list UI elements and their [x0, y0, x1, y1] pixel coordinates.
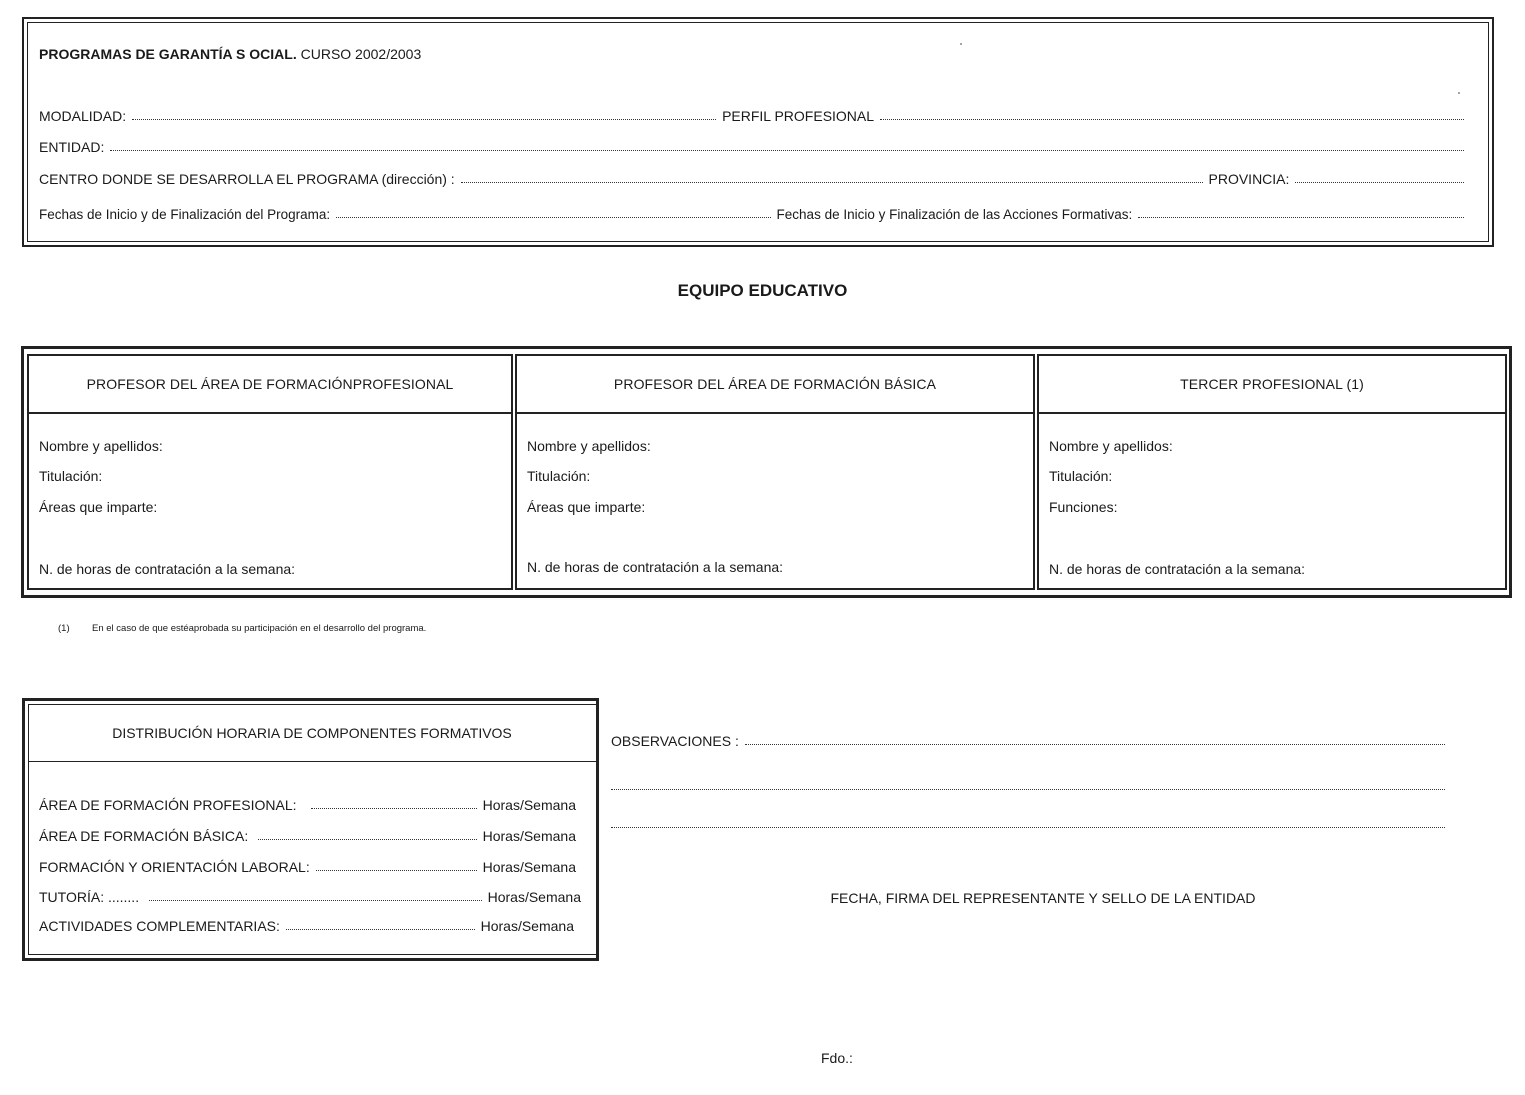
equipo-table: [21, 346, 1512, 598]
titulacion-field[interactable]: Titulación:: [39, 468, 103, 484]
footnote-number: (1): [58, 623, 70, 634]
dist-hours-field[interactable]: [311, 808, 477, 809]
document-title: [39, 46, 421, 62]
provincia-label: PROVINCIA:: [1208, 171, 1290, 187]
scan-speck: [960, 43, 962, 45]
horas-field[interactable]: N. de horas de contratación a la semana:: [39, 561, 296, 577]
titulacion-field[interactable]: Titulación:: [1049, 468, 1113, 484]
firma-caption: FECHA, FIRMA DEL REPRESENTANTE Y SELLO DE LA ENTIDAD: [830, 890, 1256, 906]
dist-row-label: ACTIVIDADES COMPLEMENTARIAS:: [39, 918, 280, 934]
entidad-row: [39, 139, 1470, 155]
distribucion-heading: DISTRIBUCIÓN HORARIA DE COMPONENTES FORMATIVOS: [28, 704, 596, 762]
scan-speck: [1458, 92, 1460, 94]
fechas-acciones-field[interactable]: [1138, 217, 1464, 218]
fechas-acciones-label: Fechas de Inicio y Finalización de las Acciones Formativas:: [776, 207, 1133, 222]
areas-field[interactable]: Áreas que imparte:: [39, 499, 158, 515]
title-bold: PROGRAMAS DE GARANTÍA S OCIAL.: [39, 46, 297, 62]
team-column-tercer-profesional: [1037, 354, 1507, 590]
dist-row-orientacion-laboral: [39, 859, 576, 875]
horas-field[interactable]: N. de horas de contratación a la semana:: [527, 559, 784, 575]
dist-row-formacion-basica: [39, 828, 576, 844]
dist-row-actividades: [39, 918, 574, 934]
dist-unit: Horas/Semana: [480, 918, 574, 934]
nombre-field[interactable]: Nombre y apellidos:: [527, 438, 651, 454]
column-heading: PROFESOR DEL ÁREA DE FORMACIÓNPROFESIONAL: [29, 356, 511, 414]
provincia-field[interactable]: [1295, 182, 1464, 183]
dist-row-label: TUTORÍA: ........: [39, 889, 140, 905]
observaciones-label: OBSERVACIONES :: [611, 733, 739, 749]
observaciones-field-2[interactable]: [611, 789, 1445, 790]
centro-label: CENTRO DONDE SE DESARROLLA EL PROGRAMA (dirección) :: [39, 171, 455, 187]
fdo-label: Fdo.:: [821, 1050, 853, 1066]
title-course: CURSO 2002/2003: [300, 46, 422, 62]
titulacion-field[interactable]: Titulación:: [527, 468, 591, 484]
footnote-text: En el caso de que estéaprobada su participación en el desarrollo del programa.: [92, 623, 427, 634]
observaciones-field-3[interactable]: [611, 827, 1445, 828]
fechas-programa-field[interactable]: [336, 217, 770, 218]
dist-hours-field[interactable]: [258, 839, 476, 840]
dist-hours-field[interactable]: [149, 900, 482, 901]
observaciones-row: [611, 733, 1451, 749]
dist-unit: Horas/Semana: [487, 889, 581, 905]
fechas-programa-label: Fechas de Inicio y de Finalización del Programa:: [39, 207, 331, 222]
dist-row-label: FORMACIÓN Y ORIENTACIÓN LABORAL:: [39, 859, 310, 875]
areas-field[interactable]: Áreas que imparte:: [527, 499, 646, 515]
equipo-educativo-title: EQUIPO EDUCATIVO: [677, 281, 848, 300]
nombre-field[interactable]: Nombre y apellidos:: [1049, 438, 1173, 454]
dist-hours-field[interactable]: [286, 929, 475, 930]
observaciones-line-2: [611, 778, 1451, 794]
dist-row-formacion-profesional: [39, 797, 576, 813]
dist-unit: Horas/Semana: [482, 859, 576, 875]
centro-field[interactable]: [461, 182, 1203, 183]
team-column-formacion-basica: [515, 354, 1035, 590]
perfil-label: PERFIL PROFESIONAL: [722, 108, 875, 124]
dist-row-label: ÁREA DE FORMACIÓN BÁSICA:: [39, 828, 249, 844]
dist-row-tutoria: [39, 889, 581, 905]
modalidad-row: [39, 108, 1470, 124]
nombre-field[interactable]: Nombre y apellidos:: [39, 438, 163, 454]
funciones-field[interactable]: Funciones:: [1049, 499, 1118, 515]
column-heading: TERCER PROFESIONAL (1): [1039, 356, 1505, 414]
modalidad-label: MODALIDAD:: [39, 108, 127, 124]
team-column-formacion-profesional: [27, 354, 513, 590]
observaciones-field[interactable]: [745, 744, 1445, 745]
dist-row-label: ÁREA DE FORMACIÓN PROFESIONAL:: [39, 797, 297, 813]
dist-unit: Horas/Semana: [482, 797, 576, 813]
centro-row: [39, 171, 1470, 187]
horas-field[interactable]: N. de horas de contratación a la semana:: [1049, 561, 1306, 577]
fechas-row: [39, 207, 1470, 222]
modalidad-field[interactable]: [132, 119, 716, 120]
perfil-field[interactable]: [880, 119, 1464, 120]
dist-unit: Horas/Semana: [482, 828, 576, 844]
distribucion-horaria-box: [22, 698, 599, 961]
column-heading: PROFESOR DEL ÁREA DE FORMACIÓN BÁSICA: [517, 356, 1033, 414]
entidad-field[interactable]: [110, 150, 1464, 151]
program-header-box: [22, 17, 1494, 247]
observaciones-line-3: [611, 816, 1451, 832]
dist-hours-field[interactable]: [316, 870, 477, 871]
entidad-label: ENTIDAD:: [39, 139, 105, 155]
